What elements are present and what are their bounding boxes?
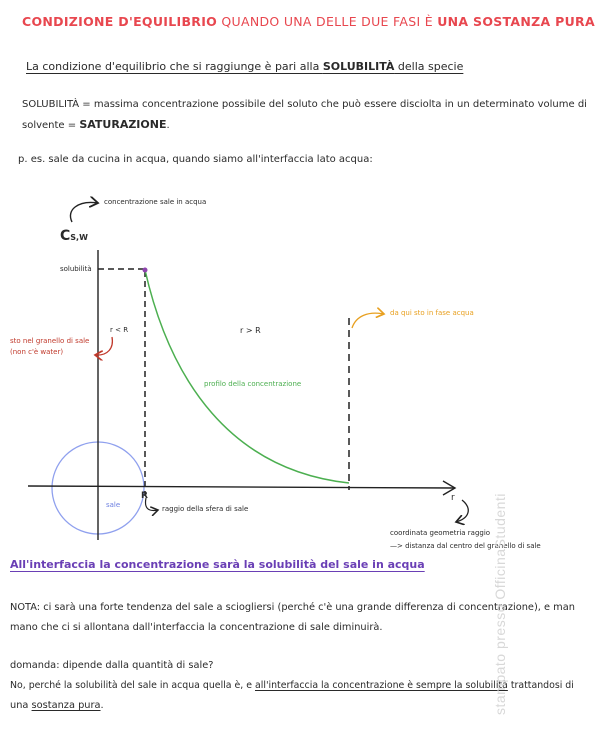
x-axis-label: r — [451, 493, 455, 503]
question-line-3 — [10, 696, 104, 716]
radius-note: raggio della sfera di sale — [162, 505, 249, 513]
question-line-1: domanda: dipende dalla quantità di sale? — [10, 660, 214, 671]
heading-text: La condizione d'equilibrio che si raggiunge è pari alla — [26, 60, 323, 73]
y-axis-note: concentrazione sale in acqua — [104, 198, 207, 206]
r-less-label: r < R — [110, 326, 129, 334]
water-note-arrow — [352, 313, 384, 328]
y-axis-symbol: C — [60, 228, 71, 244]
nota-line-1: NOTA: ci sarà una forte tendenza del sale a sciogliersi (perché c'è una grande differenza di concentrazione), e man — [10, 602, 575, 613]
definition-end: . — [166, 120, 170, 131]
answer-line-3-end: . — [100, 700, 104, 711]
concentration-profile-curve — [145, 270, 349, 483]
r-greater-label: r > R — [240, 326, 261, 335]
x-axis-note-2: —> distanza dal centro del granello di sale — [390, 542, 541, 550]
x-axis-note-1: coordinata geometria raggio — [390, 529, 491, 537]
salt-label: sale — [106, 501, 121, 509]
solubility-point — [143, 268, 148, 273]
x-axis — [28, 486, 455, 488]
interface-heading: All'interfaccia la concentrazione sarà la solubilità del sale in acqua — [10, 558, 425, 571]
heading-text-end: della specie — [394, 60, 464, 73]
title-part-2: QUANDO UNA DELLE DUE FASI È — [221, 14, 433, 29]
y-axis-subscript: S,W — [70, 233, 88, 242]
saturation-term: SATURAZIONE — [79, 118, 167, 131]
inside-note-line-1: sto nel granello di sale — [10, 337, 90, 345]
inside-note-line-2: (non c'è water) — [10, 348, 64, 356]
definition-line-1: SOLUBILITÀ = massima concentrazione possibile del soluto che può essere disciolta in un determinato volume di — [22, 99, 587, 110]
radius-mark: R — [141, 491, 148, 501]
title-part-1: CONDIZIONE D'EQUILIBRIO — [22, 14, 218, 29]
y-axis-label — [60, 228, 88, 244]
example-text: p. es. sale da cucina in acqua, quando siamo all'interfaccia lato acqua: — [18, 154, 373, 165]
heading-bold: SOLUBILITÀ — [322, 60, 395, 73]
water-note: da qui sto in fase acqua — [390, 309, 474, 317]
answer-underlined: all'interfaccia la concentrazione è sempre la solubilità — [254, 680, 508, 691]
solubility-label: solubilità — [60, 265, 92, 273]
profile-label: profilo della concentrazione — [204, 380, 302, 388]
definition-text: solvente = — [22, 120, 80, 131]
x-axis-note-arrow — [456, 500, 468, 522]
watermark: stampato presso OfficinaStudenti — [492, 493, 508, 715]
nota-line-2: mano che ci si allontana dall'interfaccia la concentrazione di sale diminuirà. — [10, 622, 383, 633]
y-axis-note-arrow — [70, 202, 98, 222]
answer-text-end: trattandosi di — [507, 680, 574, 691]
answer-text: No, perché la solubilità del sale in acqua quella è, e — [10, 680, 255, 691]
answer-line-3-text: una — [10, 700, 32, 711]
question-line-2 — [10, 676, 574, 696]
title-part-3: UNA SOSTANZA PURA — [437, 14, 595, 29]
pure-substance-term: sostanza pura — [31, 700, 101, 711]
